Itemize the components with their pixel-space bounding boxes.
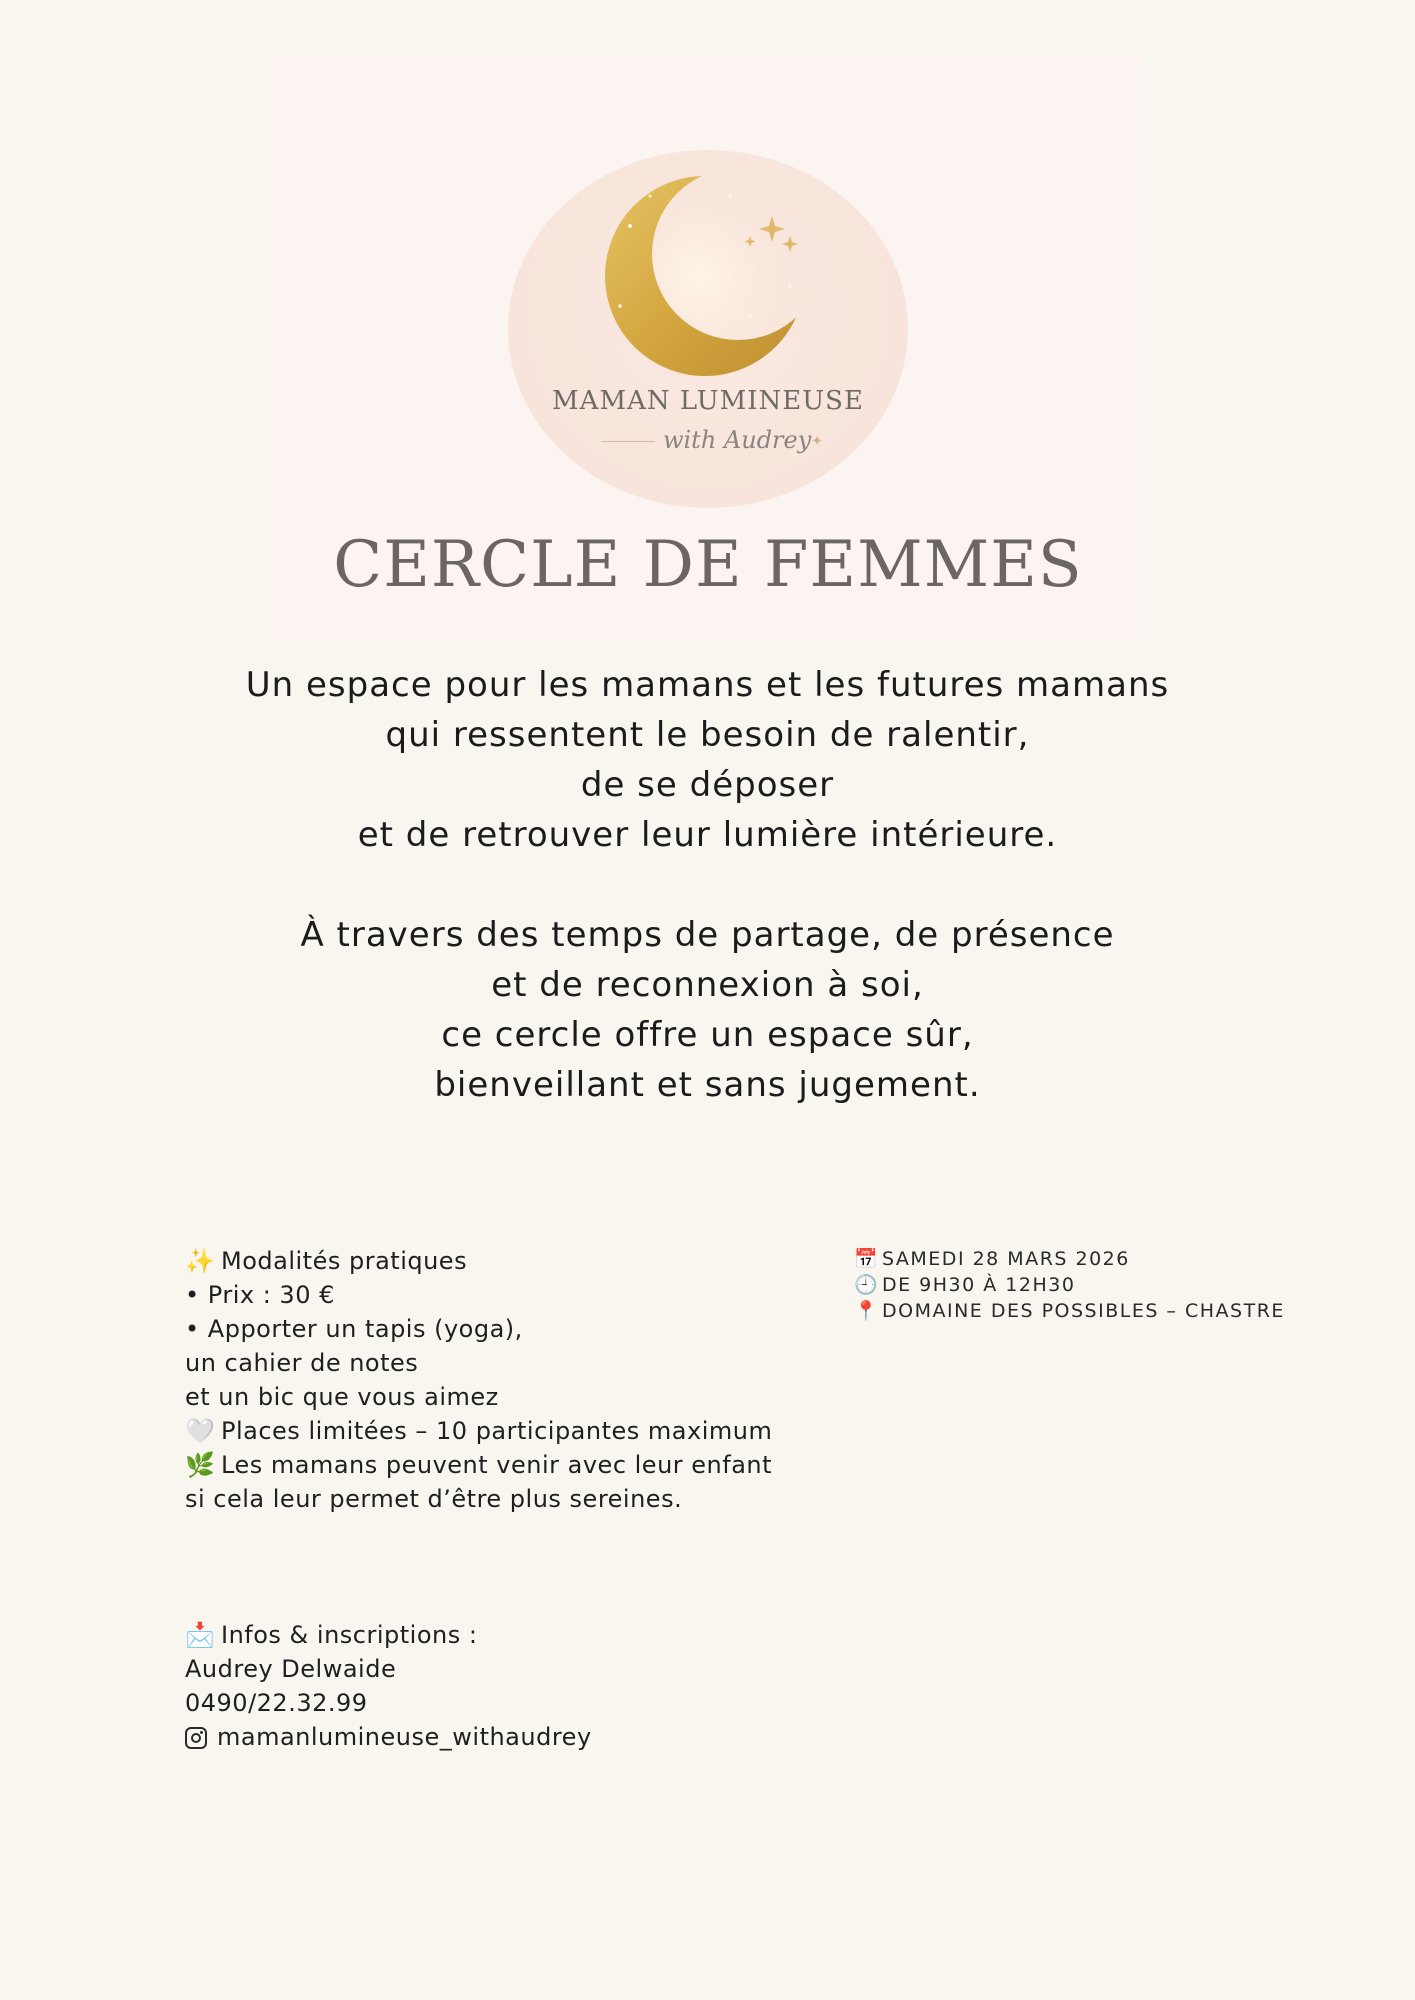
contact-heading-text: Infos & inscriptions :	[221, 1621, 478, 1649]
contact-phone: 0490/22.32.99	[185, 1689, 368, 1717]
places-text: Places limitées – 10 participantes maximum	[221, 1417, 773, 1445]
price: • Prix : 30 €	[185, 1281, 335, 1309]
event-details	[854, 1246, 1374, 1324]
brand-tagline: with Audrey	[662, 426, 812, 454]
contact-instagram	[185, 1720, 885, 1754]
intro-line: et de reconnexion à soi,	[491, 965, 924, 1005]
contact-name: Audrey Delwaide	[185, 1655, 397, 1683]
intro-line: ce cercle offre un espace sûr,	[441, 1015, 974, 1055]
event-date	[854, 1246, 1374, 1272]
children-note	[185, 1448, 845, 1482]
places-limited	[185, 1414, 845, 1448]
intro-paragraph-1	[100, 660, 1315, 860]
calendar-icon: 📅	[854, 1248, 880, 1270]
event-date-text: SAMEDI 28 MARS 2026	[882, 1248, 1130, 1270]
intro-text	[100, 660, 1315, 1110]
sparkles-icon: ✨	[185, 1247, 216, 1275]
practical-heading-text: Modalités pratiques	[221, 1247, 468, 1275]
brand-tagline-row	[508, 426, 908, 454]
practical-info	[185, 1244, 845, 1516]
children-note-2: si cela leur permet d’être plus sereines.	[185, 1485, 683, 1513]
bring-item-3: et un bic que vous aimez	[185, 1383, 499, 1411]
sparkle-icon: ✦	[811, 433, 824, 450]
bring-item-1: • Apporter un tapis (yoga),	[185, 1315, 523, 1343]
instagram-handle: mamanlumineuse_withaudrey	[217, 1723, 592, 1751]
page-title: CERCLE DE FEMMES	[333, 528, 1083, 602]
instagram-icon	[185, 1727, 207, 1749]
practical-heading	[185, 1244, 845, 1278]
intro-line: de se déposer	[580, 765, 835, 805]
bring-item-2: un cahier de notes	[185, 1349, 419, 1377]
contact-info	[185, 1618, 885, 1754]
intro-line: À travers des temps de partage, de présence	[300, 915, 1115, 955]
intro-paragraph-2	[100, 910, 1315, 1110]
brand-name: MAMAN LUMINEUSE	[552, 386, 864, 416]
contact-heading	[185, 1618, 885, 1652]
event-time	[854, 1272, 1374, 1298]
event-time-text: DE 9H30 À 12H30	[882, 1274, 1076, 1296]
intro-line: bienveillant et sans jugement.	[434, 1065, 981, 1105]
pin-icon: 📍	[854, 1300, 880, 1322]
intro-line: Un espace pour les mamans et les futures mamans	[245, 665, 1170, 705]
event-place	[854, 1298, 1374, 1324]
crescent-moon-icon	[590, 166, 830, 386]
tagline-divider-left	[601, 441, 655, 442]
envelope-icon: 📩	[185, 1621, 216, 1649]
herb-icon: 🌿	[185, 1451, 216, 1479]
intro-line: et de retrouver leur lumière intérieure.	[357, 815, 1058, 855]
event-place-text: DOMAINE DES POSSIBLES – CHASTRE	[882, 1300, 1285, 1322]
clock-icon: 🕘	[854, 1274, 880, 1296]
children-text: Les mamans peuvent venir avec leur enfant	[221, 1451, 773, 1479]
intro-line: qui ressentent le besoin de ralentir,	[385, 715, 1030, 755]
white-heart-icon: 🤍	[185, 1417, 216, 1445]
